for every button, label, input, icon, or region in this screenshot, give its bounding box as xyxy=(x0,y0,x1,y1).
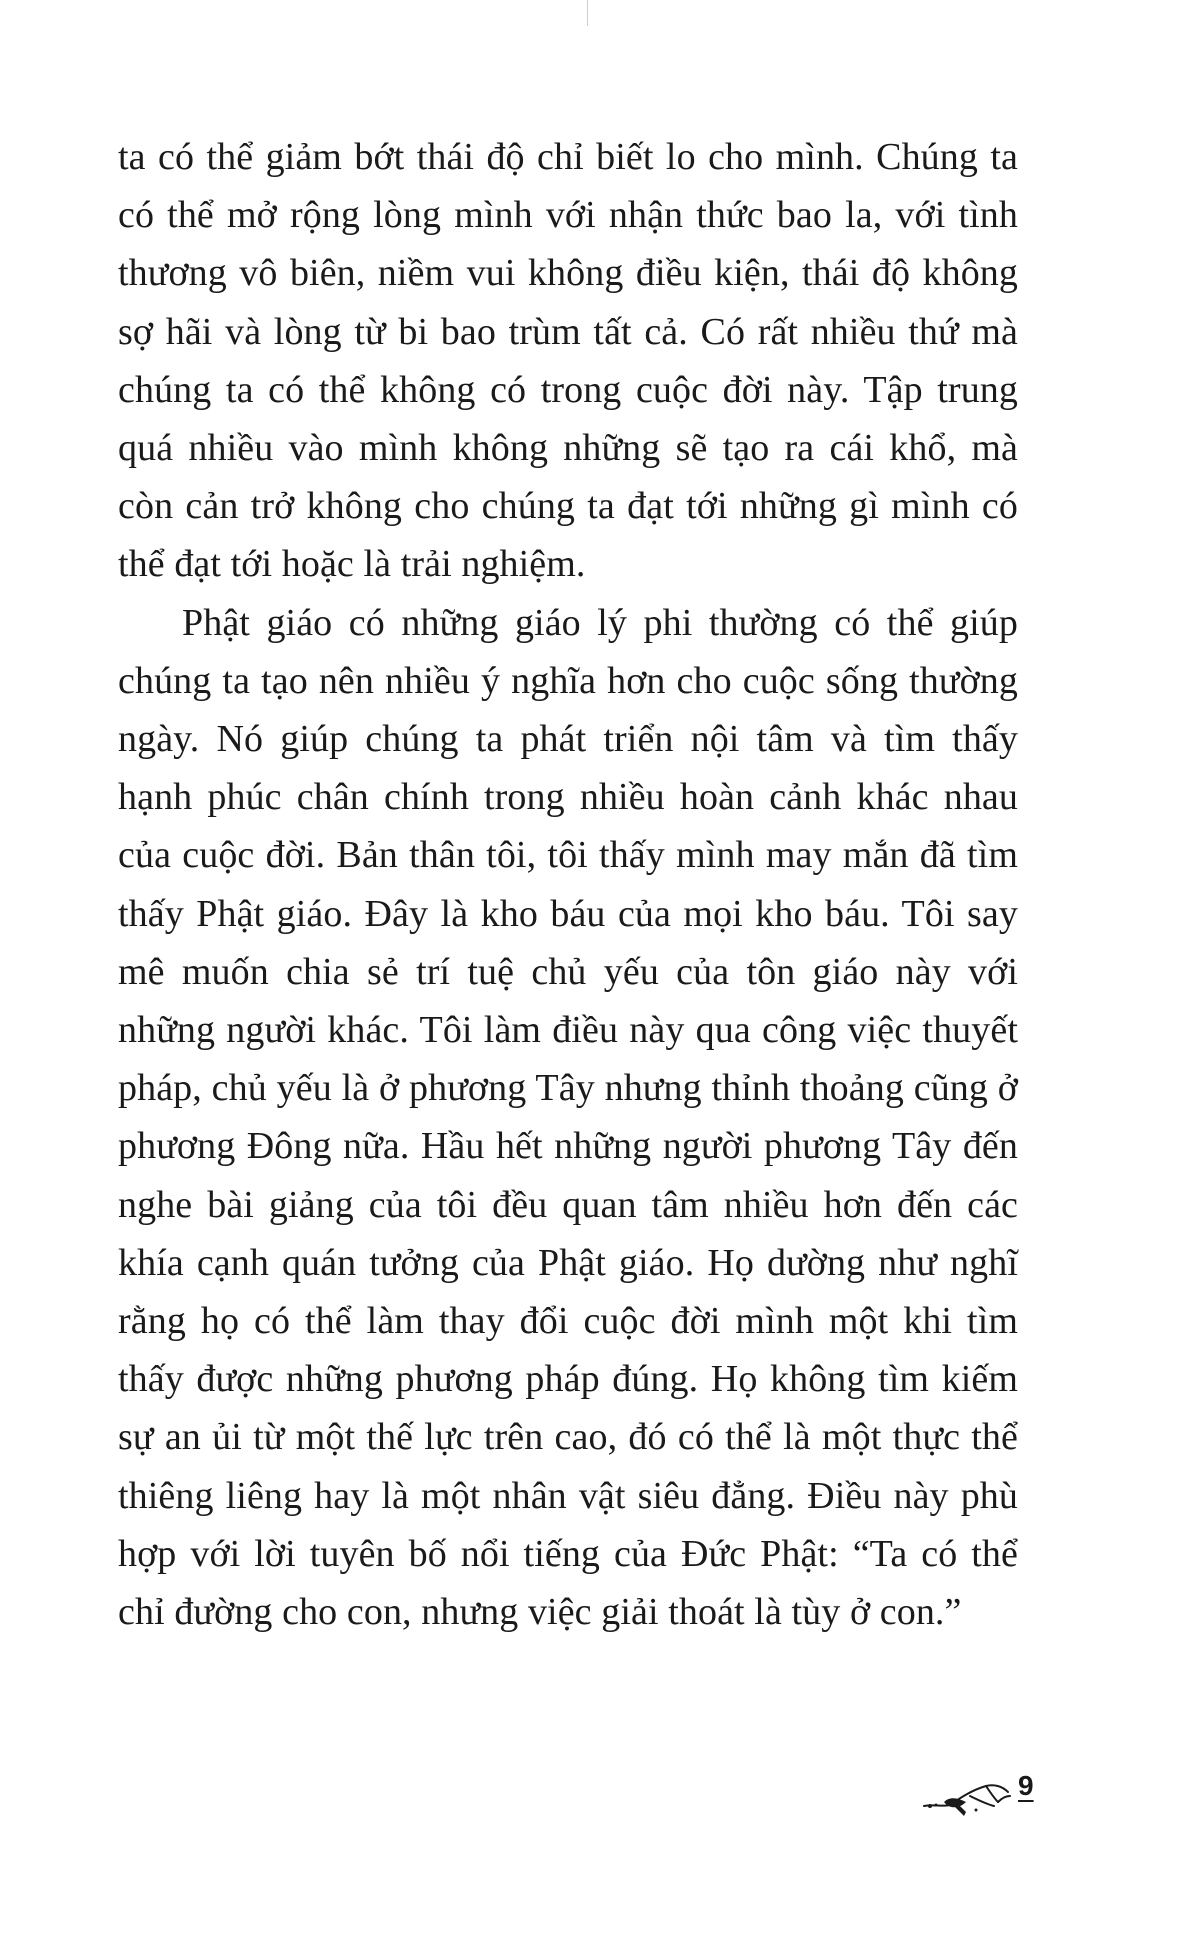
body-text xyxy=(118,128,1018,1641)
paragraph-2: Phật giáo có những giáo lý phi thường có thể giúp chúng ta tạo nên nhiều ý nghĩa hơn cho cuộc sống thường ngày. Nó giúp chúng ta phát triển nội tâm và tìm thấy hạnh phúc chân chính trong nhiều hoàn cảnh khác nhau của cuộc đời. Bản thân tôi, tôi thấy mình may mắn đã tìm thấy Phật giáo. Đây là kho báu của mọi kho báu. Tôi say mê muốn chia sẻ trí tuệ chủ yếu của tôn giáo này với những người khác. Tôi làm điều này qua công việc thuyết pháp, chủ yếu là ở phương Tây nhưng thỉnh thoảng cũng ở phương Đông nữa. Hầu hết những người phương Tây đến nghe bài giảng của tôi đều quan tâm nhiều hơn đến các khía cạnh quán tưởng của Phật giáo. Họ dường như nghĩ rằng họ có thể làm thay đổi cuộc đời mình một khi tìm thấy được những phương pháp đúng. Họ không tìm kiếm sự an ủi từ một thế lực trên cao, đó có thể là một thực thể thiêng liêng hay là một nhân vật siêu đẳng. Điều này phù hợp với lời tuyên bố nổi tiếng của Đức Phật: “Ta có thể chỉ đường cho con, nhưng việc giải thoát là tùy ở con.” xyxy=(118,601,1018,1634)
page-number: 9 xyxy=(1018,1770,1034,1801)
page-footer xyxy=(920,1770,1040,1830)
paragraph-1: ta có thể giảm bớt thái độ chỉ biết lo cho mình. Chúng ta có thể mở rộng lòng mình với nhận thức bao la, với tình thương vô biên, niềm vui không điều kiện, thái độ không sợ hãi và lòng từ bi bao trùm tất cả. Có rất nhiều thứ mà chúng ta có thể không có trong cuộc đời này. Tập trung quá nhiều vào mình không những sẽ tạo ra cái khổ, mà còn cản trở không cho chúng ta đạt tới những gì mình có thể đạt tới hoặc là trải nghiệm. xyxy=(118,136,1018,586)
bird-ornament-icon xyxy=(920,1776,1014,1818)
scan-mark xyxy=(587,0,588,26)
